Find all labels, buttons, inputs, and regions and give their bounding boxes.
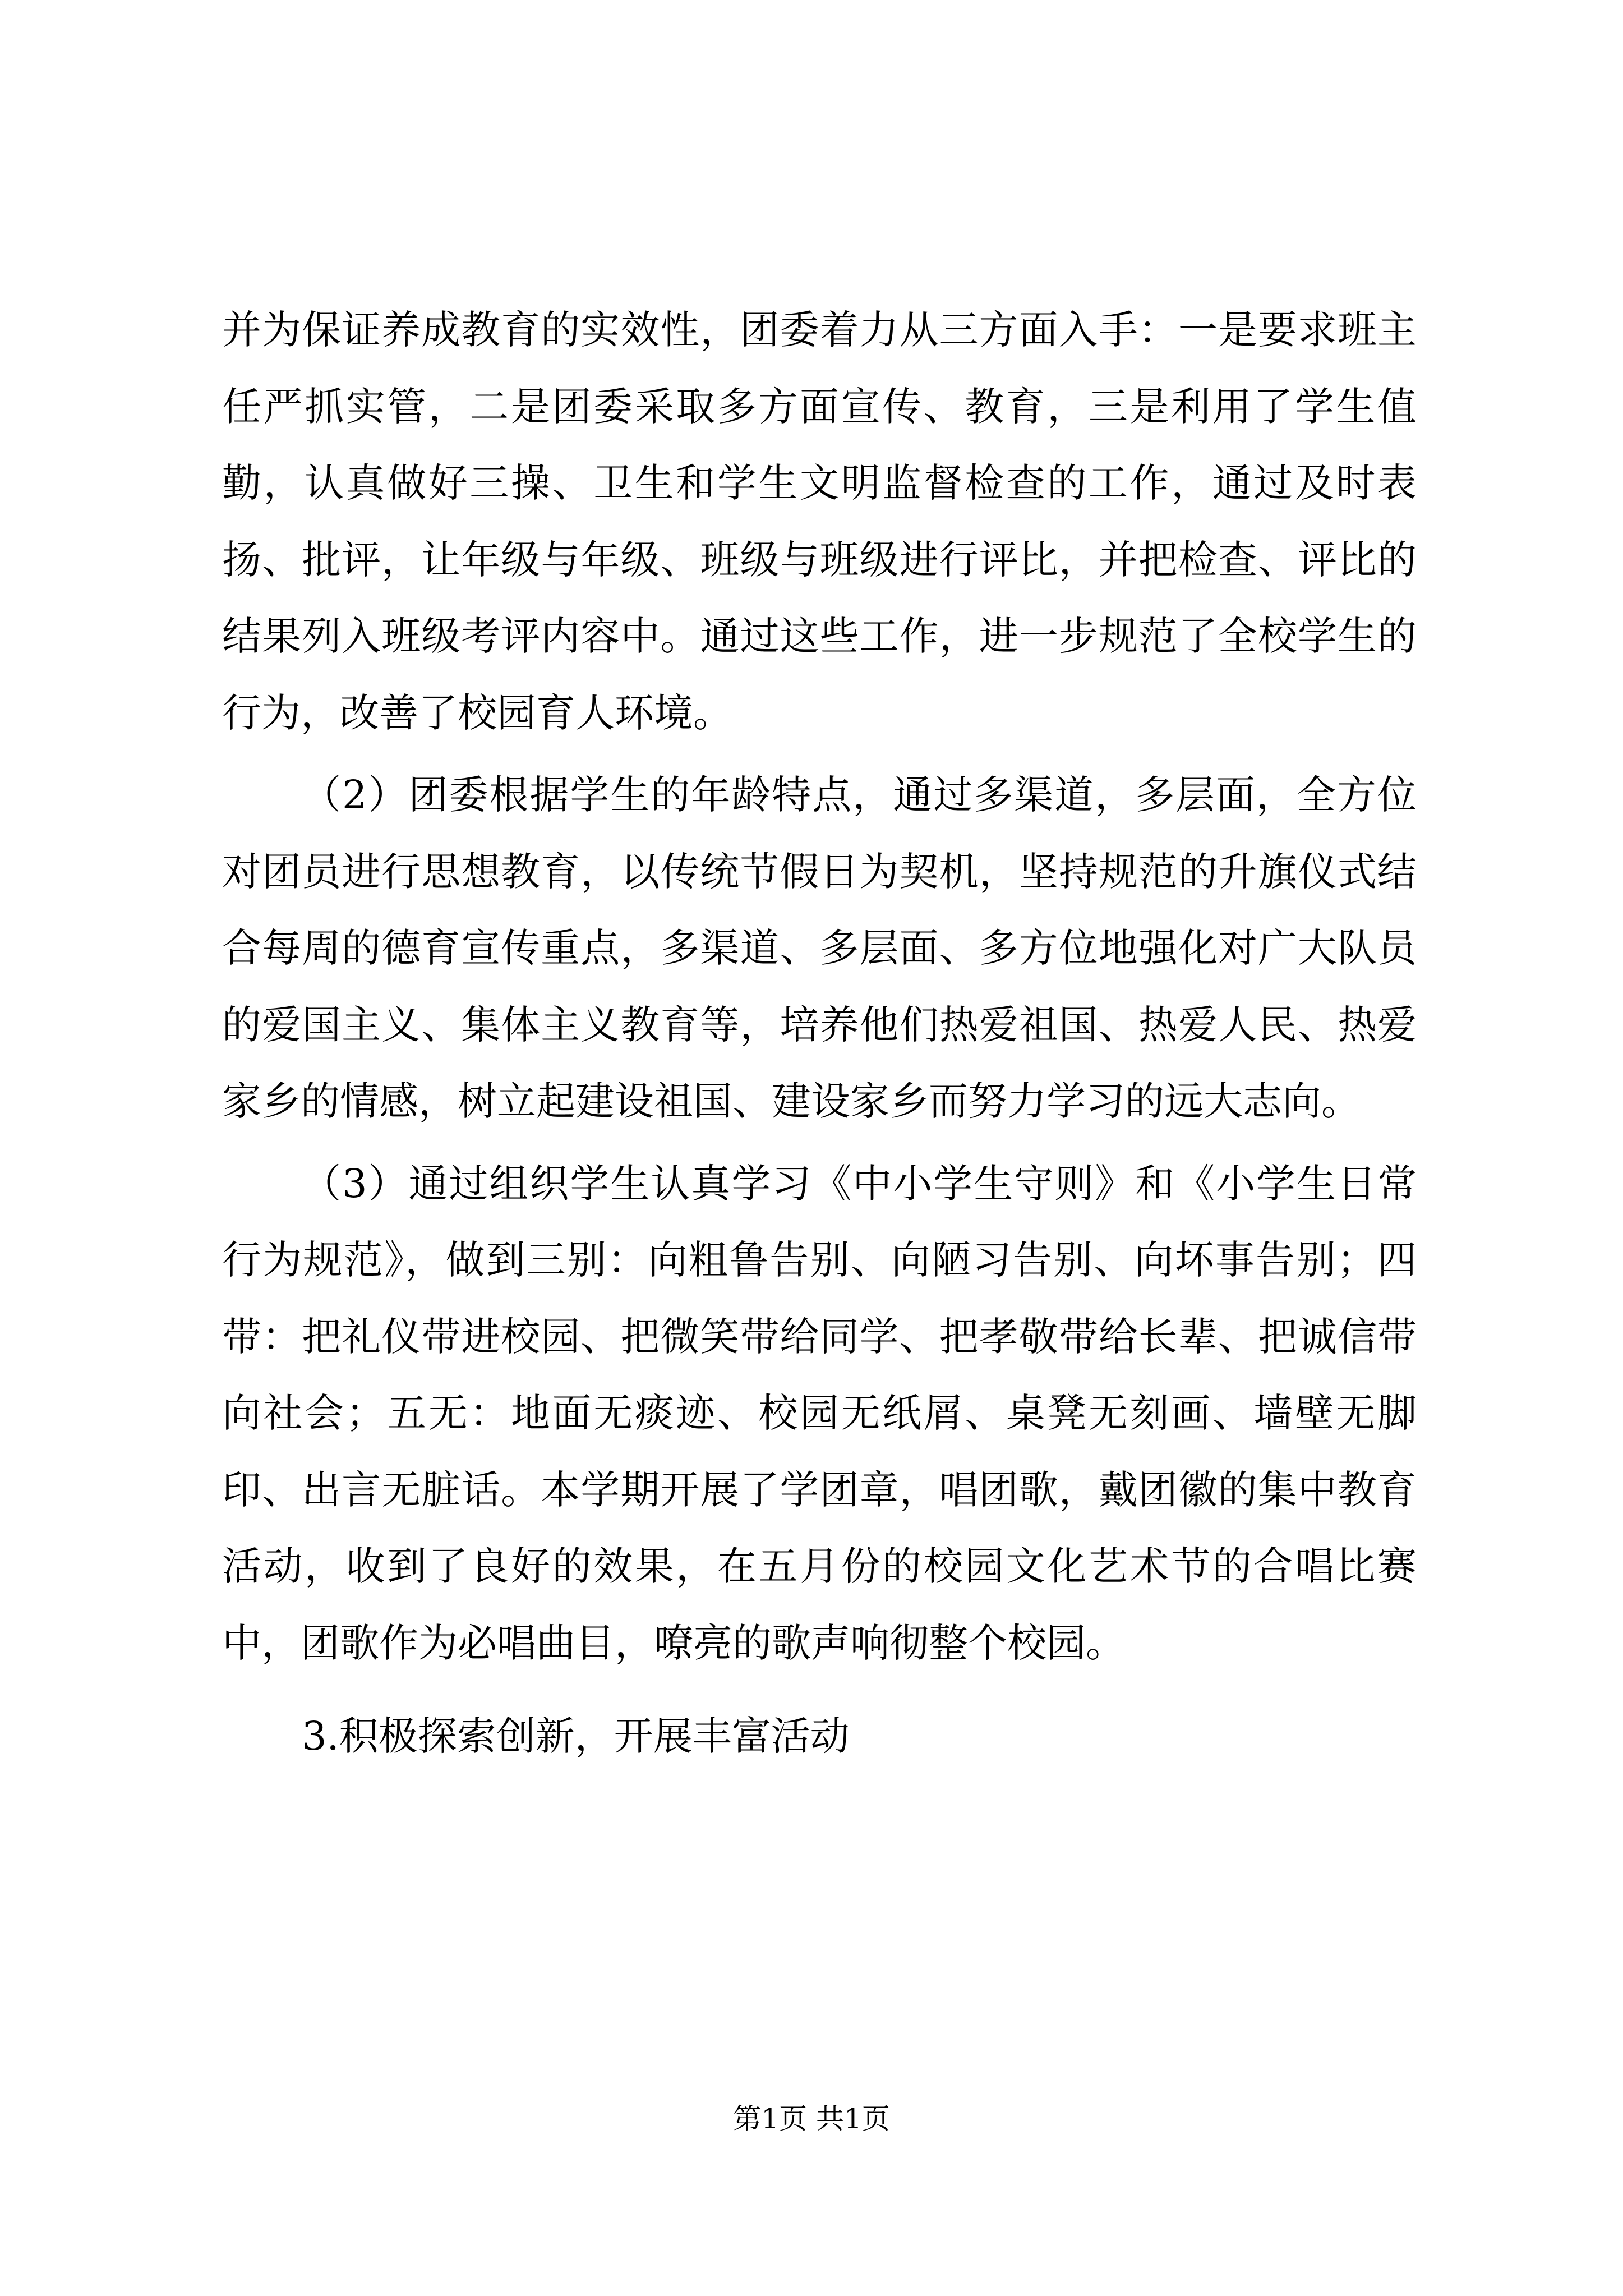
- section-heading: 3.积极探索创新，开展丰富活动: [302, 1713, 850, 1759]
- page-footer: 第1页 共1页: [733, 2102, 890, 2135]
- paragraph-item-3: （3）通过组织学生认真学习《中小学生守则》和《小学生日常行为规范》，做到三别：向粗鲁告别、向陋习告别、向坏事告别；四带：把礼仪带进校园、把微笑带给同学、把孝敬带给长辈、把诚信带向社会；五无：地面无痰迹、校园无纸屑、桌凳无刻画、墙壁无脚印、出言无脏话。本学期开展了学团章，唱团歌，戴团徽的集中教育活动，收到了良好的效果，在五月份的校园文化艺术节的合唱比赛中，团歌作为必唱曲目，嘹亮的歌声响彻整个校园。: [222, 1160, 1417, 1666]
- paragraph-continuation: 并为保证养成教育的实效性，团委着力从三方面入手：一是要求班主任严抓实管，二是团委采取多方面宣传、教育，三是利用了学生值勤，认真做好三操、卫生和学生文明监督检查的工作，通过及时表扬、批评，让年级与年级、班级与班级进行评比，并把检查、评比的结果列入班级考评内容中。通过这些工作，进一步规范了全校学生的行为，改善了校园育人环境。: [222, 307, 1417, 736]
- document-body: [222, 292, 1417, 1775]
- paragraph-item-2: （2）团委根据学生的年龄特点，通过多渠道，多层面，全方位对团员进行思想教育，以传统节假日为契机，坚持规范的升旗仪式结合每周的德育宣传重点，多渠道、多层面、多方位地强化对广大队员的爱国主义、集体主义教育等，培养他们热爱祖国、热爱人民、热爱家乡的情感，树立起建设祖国、建设家乡而努力学习的远大志向。: [222, 772, 1417, 1124]
